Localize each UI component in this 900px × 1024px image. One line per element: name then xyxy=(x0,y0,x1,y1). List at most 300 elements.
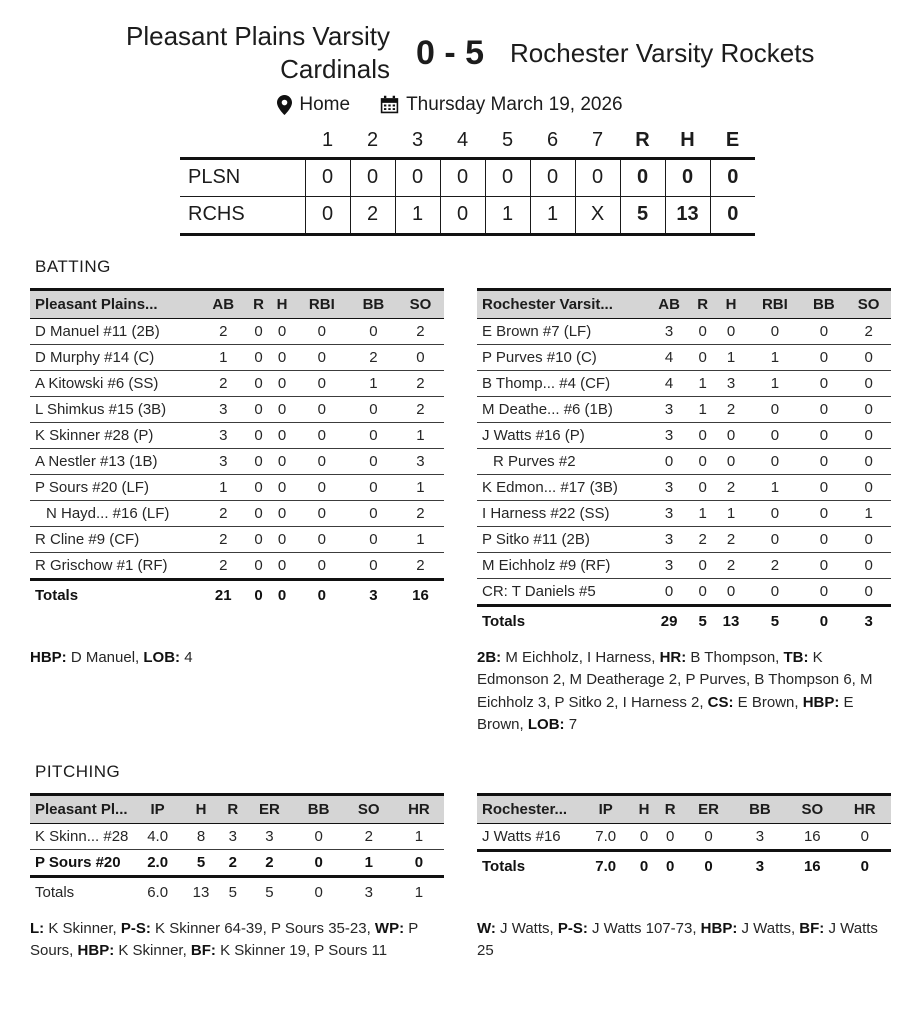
player-name: P Sours #20 (LF) xyxy=(30,474,200,500)
stat-cell: 2 xyxy=(846,318,891,344)
stat-cell: 0 xyxy=(270,396,294,422)
stat-cell: 0 xyxy=(270,474,294,500)
col-R: R xyxy=(691,289,713,318)
note-label: L: xyxy=(30,919,45,937)
linescore-cell: 0 xyxy=(575,158,620,196)
player-name: M Eichholz #9 (RF) xyxy=(477,552,647,578)
col-SO: SO xyxy=(846,289,891,318)
stat-cell: 0 xyxy=(691,448,713,474)
linescore-cell: X xyxy=(575,196,620,234)
stat-cell: 2.0 xyxy=(134,849,182,876)
date-item xyxy=(380,94,623,116)
stat-cell: 0 xyxy=(683,823,733,850)
stat-cell: 0 xyxy=(802,526,847,552)
stat-cell: 0 xyxy=(294,500,350,526)
col-RBI: RBI xyxy=(748,289,801,318)
player-name: Totals xyxy=(477,605,647,634)
linescore-cell: 0 xyxy=(305,196,350,234)
table-team-header: Pleasant Plains... xyxy=(30,289,200,318)
stat-cell: 16 xyxy=(786,823,838,850)
player-row xyxy=(30,474,444,500)
stat-cell: 0 xyxy=(657,850,683,879)
stat-cell: 0 xyxy=(714,318,748,344)
away-pitching-table xyxy=(477,793,891,879)
stat-cell: 13 xyxy=(714,605,748,634)
stat-cell: 1 xyxy=(200,344,247,370)
stat-cell: 2 xyxy=(245,849,293,876)
stat-cell: 0 xyxy=(270,579,294,608)
stat-cell: 0 xyxy=(350,500,397,526)
stat-cell: 0 xyxy=(846,422,891,448)
stat-cell: 5 xyxy=(748,605,801,634)
stat-cell: 0 xyxy=(294,344,350,370)
linescore-col-R: R xyxy=(620,129,665,159)
linescore-cell: 0 xyxy=(395,158,440,196)
note-label: CS: xyxy=(707,693,734,711)
totals-row xyxy=(477,605,891,634)
stat-cell: 0 xyxy=(802,318,847,344)
stat-cell: 2 xyxy=(748,552,801,578)
stat-cell: 5 xyxy=(182,849,221,876)
stat-cell: 0 xyxy=(802,500,847,526)
stat-cell: 1 xyxy=(691,370,713,396)
stat-cell: 3 xyxy=(200,396,247,422)
stat-cell: 1 xyxy=(748,474,801,500)
date-label: Thursday March 19, 2026 xyxy=(406,93,623,115)
stat-cell: 0 xyxy=(247,474,271,500)
game-header xyxy=(0,0,900,116)
linescore-col-3: 3 xyxy=(395,129,440,159)
table-team-header: Rochester Varsit... xyxy=(477,289,647,318)
stat-cell: 3 xyxy=(647,552,692,578)
stat-cell: 0 xyxy=(647,578,692,605)
table-team-header: Rochester... xyxy=(477,794,581,823)
stat-cell: 0 xyxy=(350,422,397,448)
stat-cell: 3 xyxy=(245,823,293,849)
stat-cell: 0 xyxy=(350,448,397,474)
player-row xyxy=(30,500,444,526)
away-batting-notes: 2B: M Eichholz, I Harness, HR: B Thompson, TB: K Edmonson 2, M Deatherage 2, P Purves, B Thompson 6, M Eichholz 3, P Sitko 2, I Harness 2, CS: E Brown, HBP: E Brown, LOB: 7 xyxy=(477,648,873,734)
linescore-cell: 0 xyxy=(440,196,485,234)
player-row xyxy=(477,500,891,526)
stat-cell: 2 xyxy=(200,526,247,552)
col-AB: AB xyxy=(200,289,247,318)
player-name: B Thomp... #4 (CF) xyxy=(477,370,647,396)
col-BB: BB xyxy=(802,289,847,318)
stat-cell: 0 xyxy=(294,876,344,905)
stat-cell: 0 xyxy=(839,850,891,879)
stat-cell: 2 xyxy=(691,526,713,552)
player-name: D Murphy #14 (C) xyxy=(30,344,200,370)
stat-cell: 0 xyxy=(247,526,271,552)
stat-cell: 0 xyxy=(270,448,294,474)
game-meta xyxy=(0,94,900,116)
stat-cell: 0 xyxy=(802,396,847,422)
stat-cell: 4 xyxy=(647,370,692,396)
stat-cell: 0 xyxy=(748,500,801,526)
stat-cell: 1 xyxy=(691,396,713,422)
col-R: R xyxy=(657,794,683,823)
stat-cell: 3 xyxy=(647,422,692,448)
stat-cell: 1 xyxy=(714,344,748,370)
stat-cell: 0 xyxy=(247,500,271,526)
player-row xyxy=(477,552,891,578)
stat-cell: 0 xyxy=(294,318,350,344)
player-name: P Purves #10 (C) xyxy=(477,344,647,370)
stat-cell: 2 xyxy=(397,396,444,422)
stat-cell: 0 xyxy=(802,448,847,474)
stat-cell: 0 xyxy=(270,344,294,370)
player-row xyxy=(477,318,891,344)
stat-cell: 0 xyxy=(270,318,294,344)
stat-cell: 0 xyxy=(270,500,294,526)
stat-cell: 0 xyxy=(350,552,397,579)
linescore-cell: 0 xyxy=(710,158,755,196)
stat-cell: 5 xyxy=(220,876,245,905)
player-name: P Sours #20 xyxy=(30,849,134,876)
stat-cell: 2 xyxy=(200,552,247,579)
stat-cell: 0 xyxy=(631,823,657,850)
col-BB: BB xyxy=(350,289,397,318)
stat-cell: 1 xyxy=(394,876,444,905)
stat-cell: 1 xyxy=(397,474,444,500)
stat-cell: 0 xyxy=(247,344,271,370)
player-row xyxy=(477,396,891,422)
stat-cell: 0 xyxy=(748,396,801,422)
col-SO: SO xyxy=(397,289,444,318)
away-batting-table xyxy=(477,288,891,634)
linescore-row-PLSN xyxy=(180,158,755,196)
stat-cell: 3 xyxy=(734,850,786,879)
col-HR: HR xyxy=(839,794,891,823)
stat-cell: 0 xyxy=(294,370,350,396)
stat-cell: 7.0 xyxy=(581,850,631,879)
stat-cell: 0 xyxy=(294,823,344,849)
stat-cell: 3 xyxy=(350,579,397,608)
stat-cell: 0 xyxy=(839,823,891,850)
player-row xyxy=(30,552,444,579)
stat-cell: 0 xyxy=(294,474,350,500)
home-batting-table xyxy=(30,288,444,608)
player-name: K Edmon... #17 (3B) xyxy=(477,474,647,500)
stat-cell: 7.0 xyxy=(581,823,631,850)
stat-cell: 0 xyxy=(647,448,692,474)
stat-cell: 1 xyxy=(748,344,801,370)
note-label: WP: xyxy=(374,919,405,937)
location-label: Home xyxy=(299,93,351,115)
stat-cell: 3 xyxy=(647,474,692,500)
stat-cell: 0 xyxy=(748,422,801,448)
stat-cell: 2 xyxy=(714,396,748,422)
player-row xyxy=(477,474,891,500)
stat-cell: 2 xyxy=(714,474,748,500)
stat-cell: 3 xyxy=(200,422,247,448)
player-row xyxy=(30,823,444,849)
stat-cell: 0 xyxy=(294,448,350,474)
stat-cell: 1 xyxy=(344,849,394,876)
linescore-col-1: 1 xyxy=(305,129,350,159)
note-label: BF: xyxy=(799,919,825,937)
player-name: I Harness #22 (SS) xyxy=(477,500,647,526)
linescore-col-E: E xyxy=(710,129,755,159)
linescore-cell: 0 xyxy=(305,158,350,196)
stat-cell: 0 xyxy=(748,578,801,605)
note-label: HBP: xyxy=(30,648,67,666)
stat-cell: 0 xyxy=(846,370,891,396)
linescore-cell: 0 xyxy=(485,158,530,196)
col-H: H xyxy=(714,289,748,318)
stat-cell: 0 xyxy=(294,396,350,422)
stat-cell: 0 xyxy=(714,578,748,605)
note-label: 2B: xyxy=(477,648,502,666)
pitching-columns xyxy=(0,793,900,963)
stat-cell: 0 xyxy=(802,422,847,448)
player-row xyxy=(30,526,444,552)
linescore-team-col xyxy=(180,129,305,159)
stat-cell: 0 xyxy=(683,850,733,879)
player-row xyxy=(30,370,444,396)
stat-cell: 3 xyxy=(846,605,891,634)
player-row xyxy=(477,370,891,396)
stat-cell: 0 xyxy=(247,318,271,344)
stat-cell: 0 xyxy=(691,474,713,500)
col-ER: ER xyxy=(245,794,293,823)
linescore-cell: 5 xyxy=(620,196,665,234)
player-row xyxy=(30,422,444,448)
linescore-cell: 0 xyxy=(530,158,575,196)
linescore-col-6: 6 xyxy=(530,129,575,159)
stat-cell: 21 xyxy=(200,579,247,608)
linescore-cell: 0 xyxy=(665,158,710,196)
player-name: J Watts #16 xyxy=(477,823,581,850)
col-IP: IP xyxy=(581,794,631,823)
stat-cell: 3 xyxy=(647,396,692,422)
linescore-col-5: 5 xyxy=(485,129,530,159)
player-name: A Nestler #13 (1B) xyxy=(30,448,200,474)
away-pitching-notes: W: J Watts, P-S: J Watts 107-73, HBP: J Watts, BF: J Watts 25 xyxy=(477,919,878,960)
linescore-cell: 2 xyxy=(350,196,395,234)
player-row xyxy=(30,849,444,876)
linescore-col-H: H xyxy=(665,129,710,159)
player-name: R Grischow #1 (RF) xyxy=(30,552,200,579)
note-label: W: xyxy=(477,919,496,937)
stat-cell: 0 xyxy=(802,370,847,396)
stat-cell: 16 xyxy=(397,579,444,608)
player-row xyxy=(30,344,444,370)
team-abbr: RCHS xyxy=(180,196,305,234)
col-IP: IP xyxy=(134,794,182,823)
stat-cell: 2 xyxy=(200,318,247,344)
stat-cell: 0 xyxy=(714,448,748,474)
col-ER: ER xyxy=(683,794,733,823)
home-pitching-table xyxy=(30,793,444,905)
stat-cell: 0 xyxy=(802,344,847,370)
stat-cell: 0 xyxy=(802,474,847,500)
stat-cell: 3 xyxy=(200,448,247,474)
note-label: HR: xyxy=(659,648,687,666)
stat-cell: 0 xyxy=(294,552,350,579)
player-name: CR: T Daniels #5 xyxy=(477,578,647,605)
player-name: K Skinn... #28 xyxy=(30,823,134,849)
line-score-table xyxy=(180,129,755,236)
pitching-section-title: PITCHING xyxy=(35,761,121,781)
player-row xyxy=(477,448,891,474)
linescore-row-RCHS xyxy=(180,196,755,234)
linescore-cell: 1 xyxy=(485,196,530,234)
team-abbr: PLSN xyxy=(180,158,305,196)
stat-cell: 0 xyxy=(846,396,891,422)
stat-cell: 0 xyxy=(631,850,657,879)
stat-cell: 0 xyxy=(802,605,847,634)
stat-cell: 4 xyxy=(647,344,692,370)
stat-cell: 1 xyxy=(691,500,713,526)
stat-cell: 0 xyxy=(802,578,847,605)
stat-cell: 1 xyxy=(350,370,397,396)
stat-cell: 3 xyxy=(647,500,692,526)
player-row xyxy=(30,318,444,344)
stat-cell: 1 xyxy=(397,422,444,448)
stat-cell: 4.0 xyxy=(134,823,182,849)
stat-cell: 2 xyxy=(714,526,748,552)
player-name: E Brown #7 (LF) xyxy=(477,318,647,344)
stat-cell: 2 xyxy=(397,318,444,344)
col-RBI: RBI xyxy=(294,289,350,318)
stat-cell: 0 xyxy=(350,526,397,552)
stat-cell: 0 xyxy=(247,370,271,396)
stat-cell: 0 xyxy=(270,552,294,579)
linescore-cell: 1 xyxy=(530,196,575,234)
stat-cell: 8 xyxy=(182,823,221,849)
table-team-header: Pleasant Pl... xyxy=(30,794,134,823)
player-name: J Watts #16 (P) xyxy=(477,422,647,448)
stat-cell: 0 xyxy=(691,344,713,370)
stat-cell: 2 xyxy=(200,370,247,396)
stat-cell: 0 xyxy=(247,448,271,474)
stat-cell: 0 xyxy=(294,422,350,448)
stat-cell: 0 xyxy=(657,823,683,850)
away-team-name: Rochester Varsity Rockets xyxy=(510,37,815,68)
stat-cell: 6.0 xyxy=(134,876,182,905)
batting-section xyxy=(0,257,900,737)
stat-cell: 0 xyxy=(714,422,748,448)
stat-cell: 1 xyxy=(846,500,891,526)
note-label: LOB: xyxy=(527,716,565,734)
stat-cell: 3 xyxy=(344,876,394,905)
stat-cell: 2 xyxy=(220,849,245,876)
col-H: H xyxy=(182,794,221,823)
stat-cell: 0 xyxy=(846,526,891,552)
linescore-cell: 1 xyxy=(395,196,440,234)
col-SO: SO xyxy=(786,794,838,823)
calendar-icon xyxy=(380,95,399,114)
stat-cell: 0 xyxy=(394,849,444,876)
player-name: L Shimkus #15 (3B) xyxy=(30,396,200,422)
linescore-col-2: 2 xyxy=(350,129,395,159)
stat-cell: 0 xyxy=(846,448,891,474)
stat-cell: 2 xyxy=(397,370,444,396)
player-name: K Skinner #28 (P) xyxy=(30,422,200,448)
player-name: N Hayd... #16 (LF) xyxy=(30,500,200,526)
player-row xyxy=(477,344,891,370)
stat-cell: 3 xyxy=(734,823,786,850)
game-score: 0 - 5 xyxy=(415,33,485,72)
note-label: HBP: xyxy=(700,919,738,937)
stat-cell: 0 xyxy=(748,318,801,344)
col-HR: HR xyxy=(394,794,444,823)
stat-cell: 2 xyxy=(397,552,444,579)
stat-cell: 0 xyxy=(846,474,891,500)
scoreline xyxy=(0,0,900,87)
stat-cell: 3 xyxy=(220,823,245,849)
stat-cell: 1 xyxy=(397,526,444,552)
stat-cell: 3 xyxy=(397,448,444,474)
stat-cell: 0 xyxy=(397,344,444,370)
batting-section-title: BATTING xyxy=(35,256,111,276)
stat-cell: 0 xyxy=(691,552,713,578)
player-row xyxy=(477,422,891,448)
stat-cell: 0 xyxy=(350,396,397,422)
stat-cell: 2 xyxy=(344,823,394,849)
stat-cell: 1 xyxy=(714,500,748,526)
player-name: Totals xyxy=(30,579,200,608)
stat-cell: 0 xyxy=(691,578,713,605)
stat-cell: 0 xyxy=(691,422,713,448)
stat-cell: 0 xyxy=(270,370,294,396)
player-row xyxy=(30,448,444,474)
batting-columns xyxy=(0,288,900,737)
stat-cell: 0 xyxy=(270,422,294,448)
col-BB: BB xyxy=(294,794,344,823)
stat-cell: 2 xyxy=(200,500,247,526)
stat-cell: 5 xyxy=(245,876,293,905)
stat-cell: 2 xyxy=(714,552,748,578)
note-label: HBP: xyxy=(77,942,115,960)
stat-cell: 13 xyxy=(182,876,221,905)
stat-cell: 0 xyxy=(247,396,271,422)
player-name: R Cline #9 (CF) xyxy=(30,526,200,552)
location-pin-icon xyxy=(277,95,292,115)
note-label: TB: xyxy=(783,648,809,666)
player-name: D Manuel #11 (2B) xyxy=(30,318,200,344)
pitching-section xyxy=(0,762,900,963)
linescore-col-4: 4 xyxy=(440,129,485,159)
player-name: M Deathe... #6 (1B) xyxy=(477,396,647,422)
stat-cell: 5 xyxy=(691,605,713,634)
player-name: Totals xyxy=(477,850,581,879)
player-row xyxy=(30,396,444,422)
note-label: BF: xyxy=(190,942,216,960)
stat-cell: 29 xyxy=(647,605,692,634)
stat-cell: 16 xyxy=(786,850,838,879)
player-name: R Purves #2 xyxy=(477,448,647,474)
linescore-cell: 13 xyxy=(665,196,710,234)
player-name: Totals xyxy=(30,876,134,905)
stat-cell: 0 xyxy=(802,552,847,578)
player-name: P Sitko #11 (2B) xyxy=(477,526,647,552)
col-H: H xyxy=(631,794,657,823)
stat-cell: 2 xyxy=(397,500,444,526)
linescore-cell: 0 xyxy=(620,158,665,196)
col-AB: AB xyxy=(647,289,692,318)
player-row xyxy=(477,578,891,605)
stat-cell: 1 xyxy=(748,370,801,396)
note-label: P-S: xyxy=(120,919,151,937)
totals-row xyxy=(477,850,891,879)
stat-cell: 3 xyxy=(714,370,748,396)
note-label: P-S: xyxy=(557,919,588,937)
stat-cell: 0 xyxy=(846,344,891,370)
stat-cell: 0 xyxy=(270,526,294,552)
